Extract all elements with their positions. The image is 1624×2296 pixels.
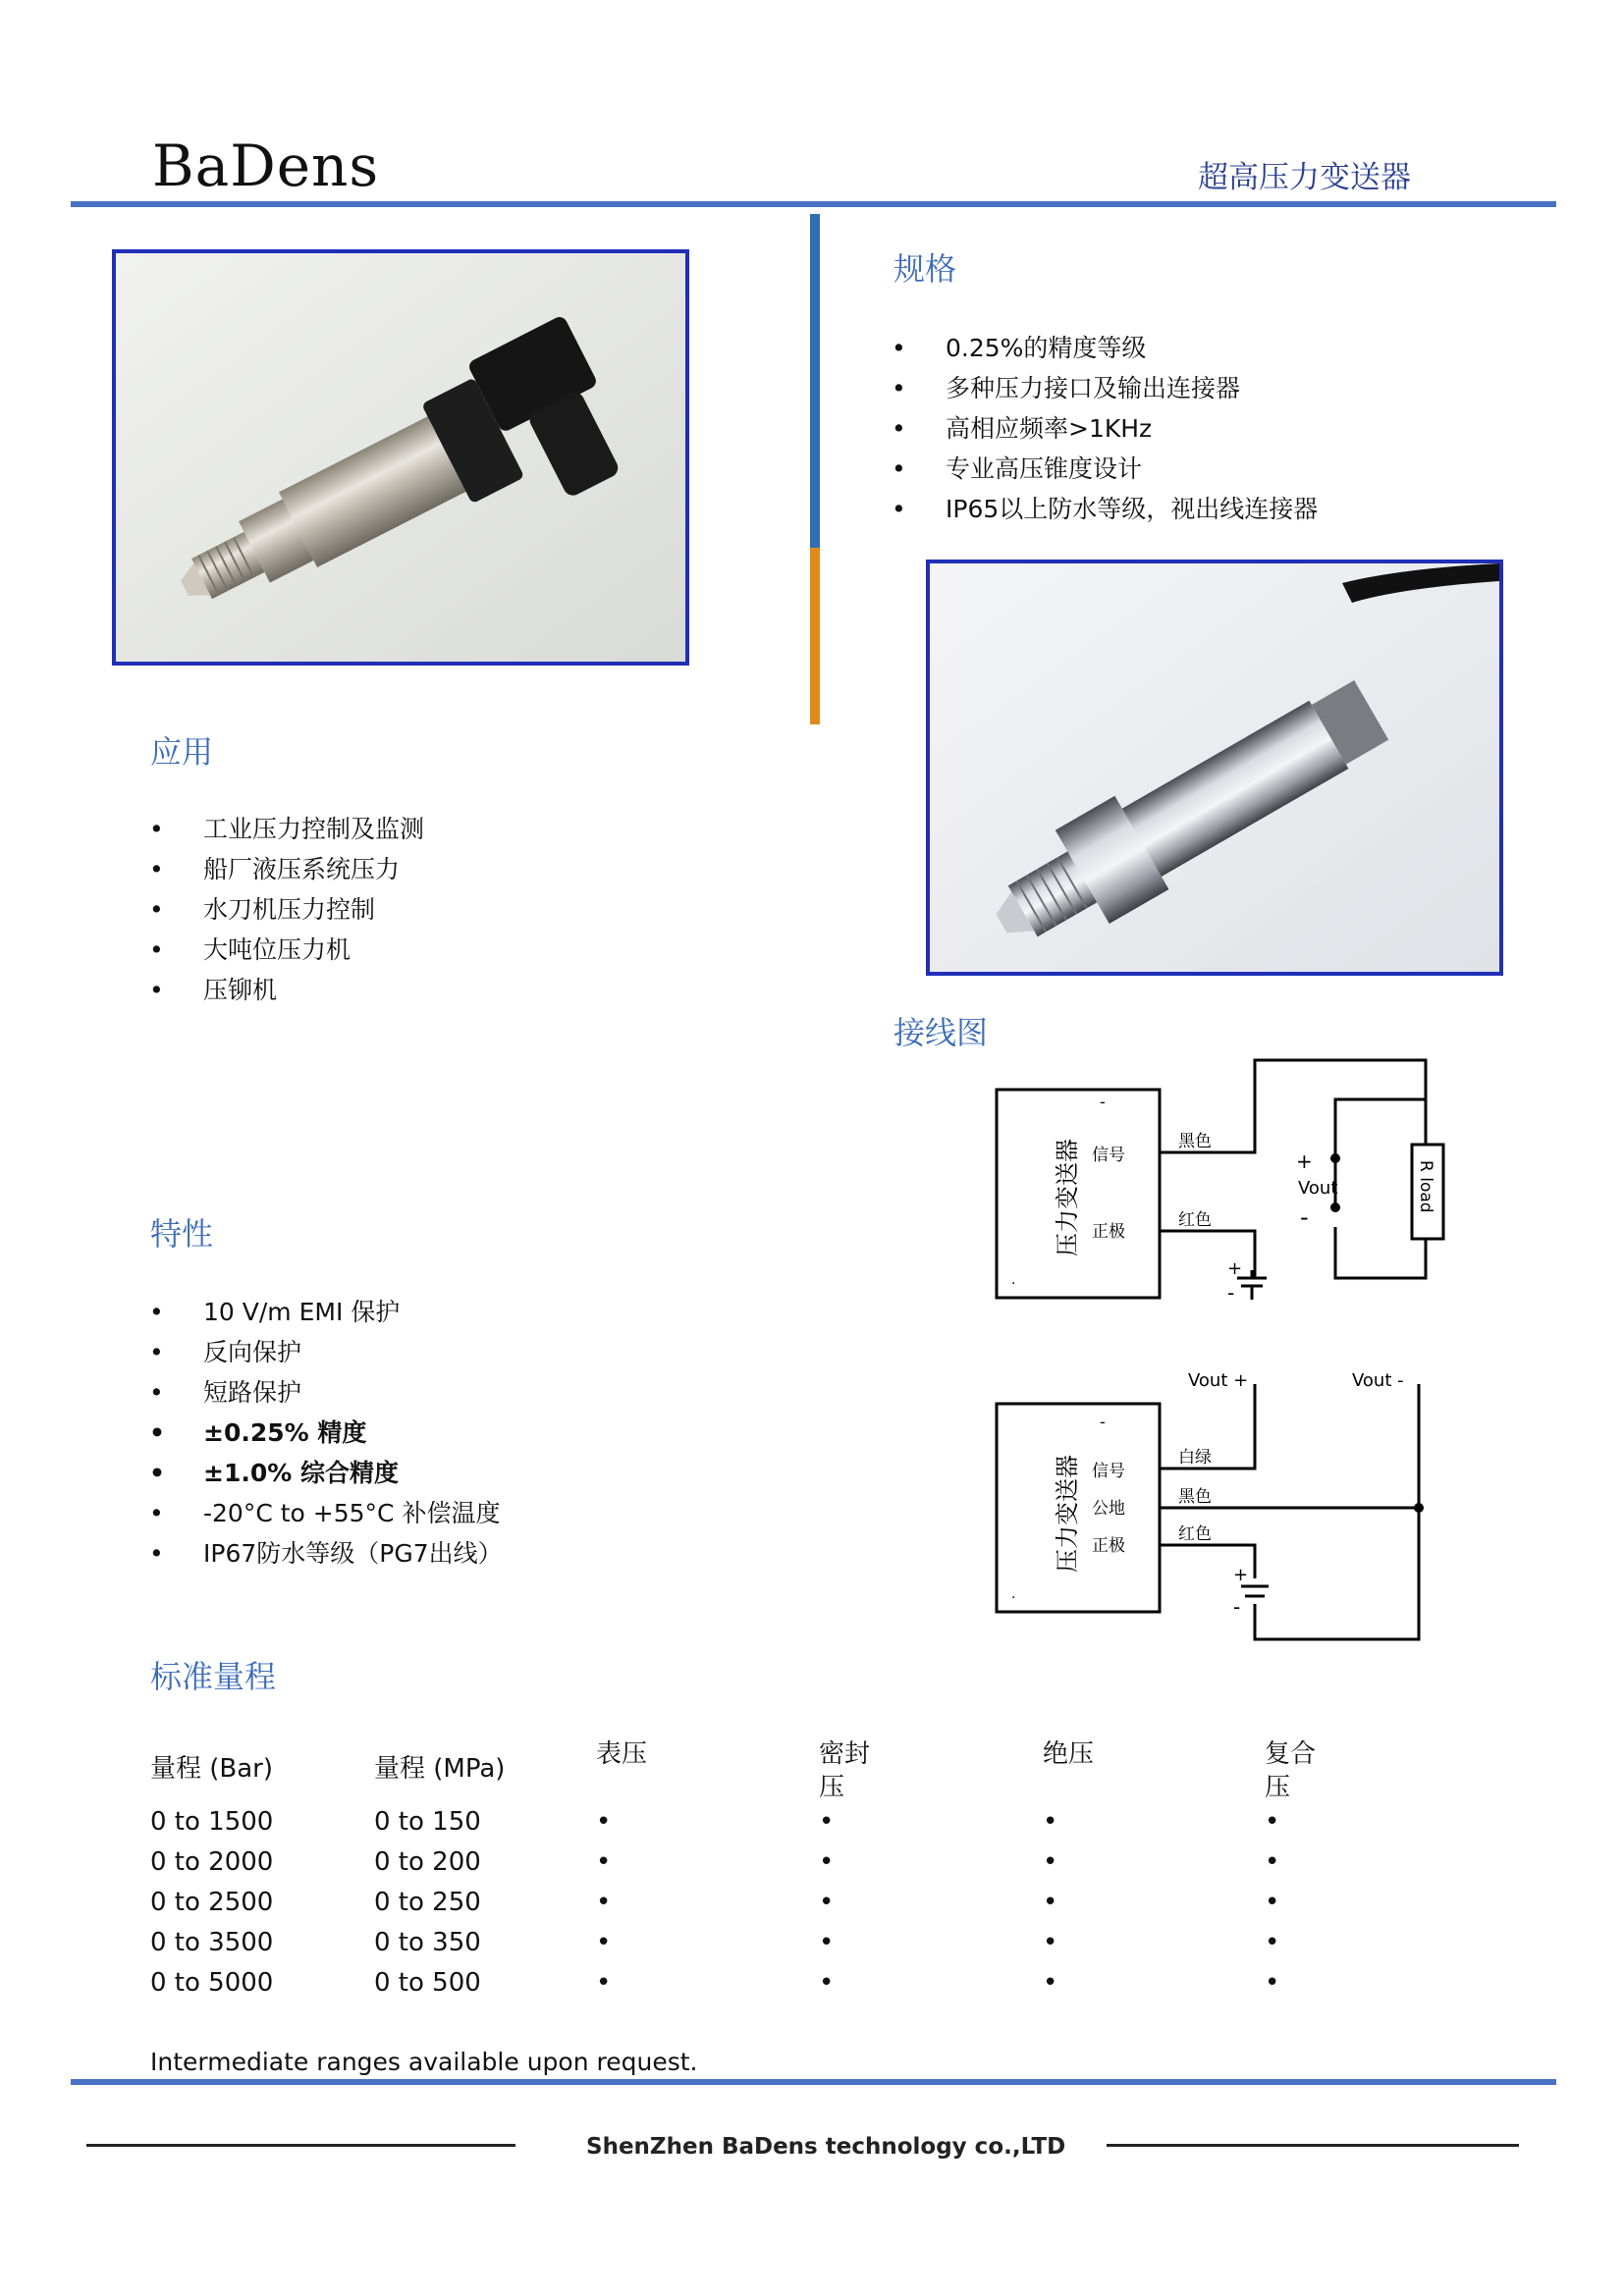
d1-minus: - bbox=[1100, 1093, 1106, 1111]
d1-wire-red: 红色 bbox=[1178, 1210, 1212, 1230]
features-list bbox=[149, 1292, 503, 1574]
table-cell: 0 to 2500 bbox=[150, 1888, 274, 1917]
product-photo-din-connector bbox=[112, 249, 689, 666]
table-cell: • bbox=[1043, 1847, 1058, 1877]
d2-signal: 信号 bbox=[1092, 1462, 1125, 1481]
d2-batt-plus: + bbox=[1233, 1565, 1249, 1585]
specs-item: • 多种压力接口及输出连接器 bbox=[892, 368, 1318, 408]
d1-batt-plus: + bbox=[1227, 1258, 1243, 1279]
features-item: • ±0.25% 精度 bbox=[149, 1413, 503, 1453]
specs-item: • IP65以上防水等级，视出线连接器 bbox=[892, 489, 1318, 529]
d2-minus: - bbox=[1100, 1413, 1106, 1431]
table-cell: • bbox=[1043, 1928, 1058, 1957]
accent-bar-orange bbox=[810, 548, 820, 724]
d2-common: 公地 bbox=[1092, 1499, 1125, 1519]
table-cell: 0 to 5000 bbox=[150, 1968, 274, 1998]
accent-bar-blue bbox=[810, 214, 820, 548]
table-cell: • bbox=[596, 1888, 612, 1917]
wiring-diagram-two-wire bbox=[982, 1050, 1453, 1306]
ranges-header-gauge: 表压 bbox=[596, 1739, 648, 1769]
table-cell: 0 to 350 bbox=[374, 1928, 481, 1957]
table-cell: 0 to 3500 bbox=[150, 1928, 274, 1957]
table-cell: • bbox=[1043, 1888, 1058, 1917]
d2-vout-minus: Vout - bbox=[1352, 1370, 1404, 1391]
d2-wire-black: 黑色 bbox=[1178, 1487, 1212, 1507]
table-cell: • bbox=[1265, 1807, 1280, 1837]
ranges-note: Intermediate ranges available upon request. bbox=[150, 2048, 698, 2076]
applications-item: • 水刀机压力控制 bbox=[149, 889, 424, 930]
d2-wire-red: 红色 bbox=[1178, 1524, 1212, 1544]
table-cell: 0 to 2000 bbox=[150, 1847, 274, 1877]
applications-item: • 大吨位压力机 bbox=[149, 930, 424, 970]
table-cell: 0 to 250 bbox=[374, 1888, 481, 1917]
ranges-header-compound: 复合 压 bbox=[1265, 1739, 1317, 1802]
table-cell: • bbox=[596, 1928, 612, 1957]
table-cell: • bbox=[596, 1968, 612, 1998]
specs-item: • 高相应频率>1KHz bbox=[892, 408, 1318, 449]
applications-title: 应用 bbox=[150, 733, 214, 771]
table-cell: • bbox=[819, 1807, 835, 1837]
d1-positive: 正极 bbox=[1092, 1222, 1125, 1242]
ranges-header-bar: 量程 (Bar) bbox=[150, 1754, 274, 1784]
d1-wire-black: 黑色 bbox=[1178, 1132, 1212, 1151]
features-item: • 短路保护 bbox=[149, 1372, 503, 1413]
table-cell: • bbox=[819, 1968, 835, 1998]
product-photo-cable-outlet bbox=[926, 560, 1503, 976]
table-cell: • bbox=[1265, 1968, 1280, 1998]
applications-item: • 船厂液压系统压力 bbox=[149, 849, 424, 889]
d1-vout: Vout bbox=[1298, 1178, 1338, 1199]
table-cell: 0 to 500 bbox=[374, 1968, 481, 1998]
table-cell: • bbox=[1043, 1807, 1058, 1837]
features-item: • 反向保护 bbox=[149, 1332, 503, 1372]
features-item: • IP67防水等级（PG7出线） bbox=[149, 1533, 503, 1574]
features-item: • ±1.0% 综合精度 bbox=[149, 1453, 503, 1493]
table-cell: • bbox=[596, 1847, 612, 1877]
d1-plus-sign: + bbox=[1296, 1149, 1313, 1173]
table-cell: • bbox=[1265, 1847, 1280, 1877]
features-item: • 10 V/m EMI 保护 bbox=[149, 1292, 503, 1332]
d2-wire-white-green: 白绿 bbox=[1178, 1448, 1212, 1468]
d1-signal: 信号 bbox=[1092, 1146, 1125, 1165]
wiring-title: 接线图 bbox=[893, 1014, 989, 1051]
d2-vout-plus: Vout + bbox=[1188, 1370, 1249, 1391]
applications-item: • 工业压力控制及监测 bbox=[149, 809, 424, 849]
specs-list bbox=[892, 328, 1318, 529]
features-item: • -20°C to +55°C 补偿温度 bbox=[149, 1493, 503, 1533]
table-cell: 0 to 150 bbox=[374, 1807, 481, 1837]
applications-list bbox=[149, 809, 424, 1010]
table-cell: • bbox=[596, 1807, 612, 1837]
footer-company: ShenZhen BaDens technology co.,LTD bbox=[586, 2134, 1066, 2160]
applications-item: • 压铆机 bbox=[149, 970, 424, 1010]
wiring-diagram-three-wire bbox=[982, 1362, 1453, 1647]
table-cell: • bbox=[1265, 1888, 1280, 1917]
table-cell: • bbox=[1043, 1968, 1058, 1998]
d2-dot: . bbox=[1011, 1586, 1016, 1602]
table-cell: • bbox=[1265, 1928, 1280, 1957]
footer-rule bbox=[71, 2079, 1556, 2085]
specs-title: 规格 bbox=[893, 250, 957, 288]
ranges-header-mpa: 量程 (MPa) bbox=[374, 1754, 506, 1784]
d2-positive: 正极 bbox=[1092, 1536, 1125, 1556]
d1-batt-minus: - bbox=[1227, 1281, 1235, 1305]
d1-rload: R load bbox=[1416, 1160, 1435, 1213]
d1-dot: . bbox=[1011, 1272, 1016, 1288]
d2-batt-minus: - bbox=[1233, 1595, 1241, 1619]
specs-item: • 专业高压锥度设计 bbox=[892, 449, 1318, 489]
ranges-header-sealed: 密封 压 bbox=[819, 1739, 871, 1802]
specs-item: • 0.25%的精度等级 bbox=[892, 328, 1318, 368]
footer-line-left bbox=[86, 2144, 515, 2147]
document-title: 超高压力变送器 bbox=[1198, 160, 1411, 195]
header-rule bbox=[71, 201, 1556, 207]
table-cell: • bbox=[819, 1847, 835, 1877]
d1-minus-sign: - bbox=[1300, 1203, 1309, 1231]
table-cell: • bbox=[819, 1888, 835, 1917]
table-cell: 0 to 1500 bbox=[150, 1807, 274, 1837]
features-title: 特性 bbox=[150, 1215, 214, 1253]
footer-line-right bbox=[1107, 2144, 1519, 2147]
table-cell: 0 to 200 bbox=[374, 1847, 481, 1877]
ranges-header-absolute: 绝压 bbox=[1043, 1739, 1095, 1769]
brand-logo: BaDens bbox=[152, 133, 380, 199]
ranges-title: 标准量程 bbox=[150, 1658, 277, 1695]
d2-device-label: 压力变送器 bbox=[1054, 1455, 1081, 1573]
table-cell: • bbox=[819, 1928, 835, 1957]
d1-device-label: 压力变送器 bbox=[1054, 1139, 1081, 1256]
